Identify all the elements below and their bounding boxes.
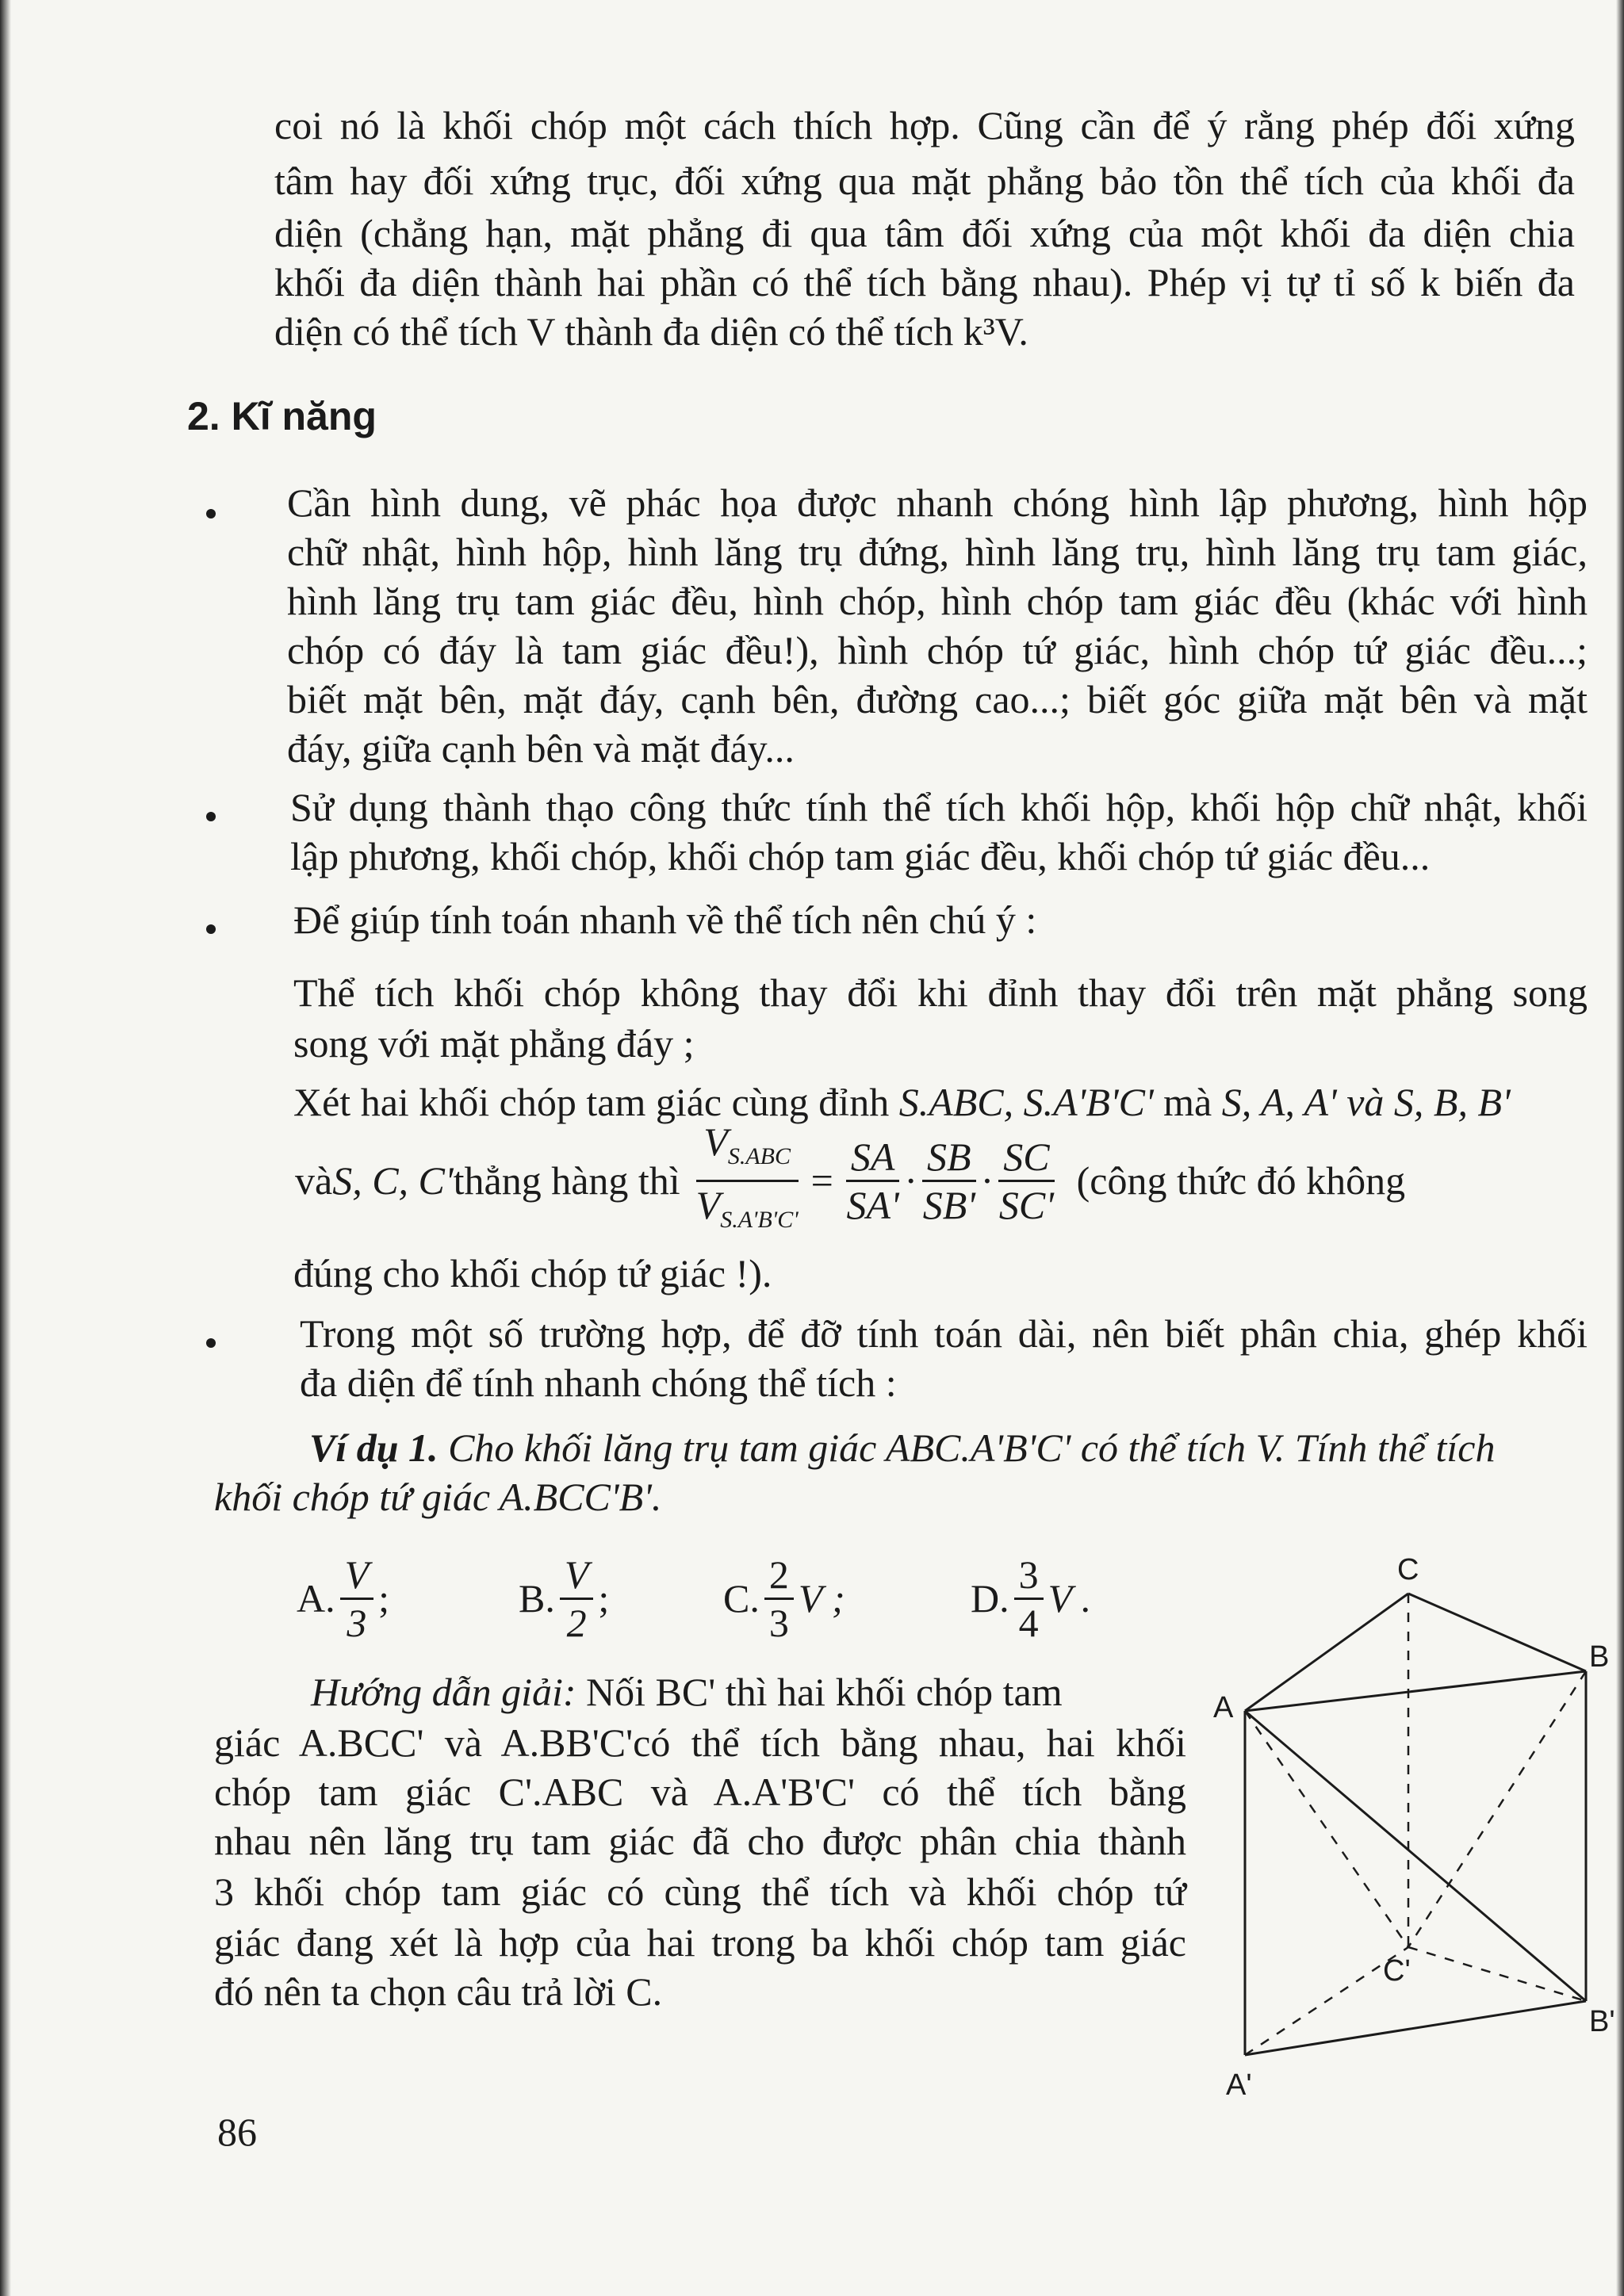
solution-label: Hướng dẫn giải: <box>311 1670 576 1714</box>
equals-sign: = <box>810 1158 833 1203</box>
fraction-denominator: $V_{S.A'B'C'}$ <box>695 1182 799 1233</box>
solution-line: giác đang xét là hợp của hai trong ba khối chóp tam giác <box>214 1920 1186 1965</box>
consider-line <box>293 1078 1588 1126</box>
ratio-formula <box>295 1121 1595 1240</box>
ratio-sc-fraction: $\frac{SC}{SC'}$ <box>998 1134 1054 1227</box>
page-number: 86 <box>217 2110 257 2154</box>
edge-ab-prime <box>1245 1711 1586 2001</box>
volume-ratio-fraction <box>696 1119 799 1243</box>
edge-c-prime-b-prime <box>1408 1947 1586 2001</box>
dot-operator: · <box>904 1158 918 1203</box>
edge-bc-prime <box>1408 1671 1586 1947</box>
example-label: Ví dụ 1. <box>309 1425 439 1470</box>
vertex-label-a-prime: A' <box>1226 2068 1252 2102</box>
intro-line: diện (chẳng hạn, mặt phẳng đi qua tâm đối xứng của một khối đa diện chia <box>274 211 1575 255</box>
example-text: Cho khối lăng trụ tam giác ABC.A'B'C' có thể tích V. Tính thể tích <box>438 1425 1496 1470</box>
vertex-label-b: B <box>1589 1640 1610 1674</box>
solution-line: đó nên ta chọn câu trả lời C. <box>214 1969 663 2014</box>
answer-options <box>297 1543 1153 1654</box>
solution-line: nhau nên lăng trụ tam giác đã cho được phân chia thành <box>214 1819 1186 1863</box>
solution-line: giác A.BCC' và A.BB'C'có thể tích bằng nhau, hai khối <box>214 1720 1186 1765</box>
solution-line: Hướng dẫn giải: Nối BC' thì hai khối chóp tam <box>311 1670 1063 1714</box>
bullet-icon <box>206 924 216 934</box>
bullet-line: Sử dụng thành thạo công thức tính thể tích khối hộp, khối hộp chữ nhật, khối <box>290 785 1588 829</box>
bullet-line: Trong một số trường hợp, để đỡ tính toán dài, nên biết phân chia, ghép khối <box>300 1311 1588 1356</box>
bullet-line: song với mặt phẳng đáy ; <box>293 1021 695 1066</box>
ratio-sb-fraction: $\frac{SB}{SB'}$ <box>922 1134 975 1227</box>
page-edge-shadow-left <box>0 0 11 2296</box>
edge-ca <box>1245 1594 1408 1711</box>
formula-prefix: và <box>295 1158 333 1203</box>
consider-math: S.ABC, S.A'B'C' <box>898 1080 1154 1124</box>
bullet-icon <box>206 509 216 519</box>
bullet-line: Để giúp tính toán nhanh về thể tích nên chú ý : <box>293 897 1037 942</box>
option-fraction: $\frac{3}{4}$ <box>1014 1552 1044 1646</box>
intro-line: diện có thể tích V thành đa diện có thể tích k³V. <box>274 309 1028 354</box>
formula-suffix: (công thức đó không <box>1076 1158 1406 1203</box>
option-fraction: $\frac{2}{3}$ <box>764 1552 794 1646</box>
vertex-label-a: A <box>1213 1691 1234 1724</box>
edge-cb <box>1408 1594 1586 1671</box>
formula-mid: thẳng hàng thì <box>453 1158 680 1203</box>
bullet-line: Cần hình dung, vẽ phác họa được nhanh chóng hình lập phương, hình hộp <box>287 480 1588 525</box>
intro-line: coi nó là khối chóp một cách thích hợp. Cũng cần để ý rằng phép đối xứng <box>274 103 1575 147</box>
edge-ab <box>1245 1671 1586 1711</box>
prism-figure <box>1213 1538 1615 2141</box>
solution-line: chóp tam giác C'.ABC và A.A'B'C' có thể tích bằng <box>214 1770 1186 1814</box>
ratio-sa-fraction: $\frac{SA}{SA'}$ <box>846 1134 899 1227</box>
example-line: khối chóp tứ giác A.BCC'B'. <box>214 1475 662 1519</box>
bullet-line: biết mặt bên, mặt đáy, cạnh bên, đường cao...; biết góc giữa mặt bên và mặt <box>287 677 1588 721</box>
option-c: C. $\frac{2}{3}$ V ; <box>723 1552 845 1645</box>
formula-end: đúng cho khối chóp tứ giác !). <box>293 1251 772 1295</box>
vertex-label-c-prime: C' <box>1383 1954 1411 1988</box>
edge-a-prime-b-prime <box>1245 2001 1586 2055</box>
consider-prefix: Xét hai khối chóp tam giác cùng đỉnh <box>293 1080 899 1124</box>
option-fraction: $\frac{V}{2}$ <box>560 1552 594 1646</box>
vertex-label-c: C <box>1397 1553 1419 1586</box>
option-d: D. $\frac{3}{4}$ V . <box>971 1552 1092 1645</box>
bullet-icon <box>206 812 216 821</box>
page-edge-shadow-right <box>1616 0 1624 2296</box>
formula-math: S, C, C' <box>332 1158 454 1203</box>
bullet-line: Thể tích khối chóp không thay đổi khi đỉnh thay đổi trên mặt phẳng song <box>293 970 1588 1015</box>
option-a: A. $\frac{V}{3}$ ; <box>297 1552 390 1645</box>
bullet-line: đa diện để tính nhanh chóng thể tích : <box>300 1360 897 1405</box>
section-heading: 2. Kĩ năng <box>187 394 377 438</box>
option-b: B. $\frac{V}{2}$ ; <box>519 1552 610 1645</box>
vertex-label-b-prime: B' <box>1589 2005 1615 2038</box>
solution-line: 3 khối chóp tam giác có cùng thể tích và khối chóp tứ <box>214 1869 1186 1914</box>
consider-mid: mà <box>1153 1080 1222 1124</box>
intro-line: khối đa diện thành hai phần có thể tích bằng nhau). Phép vị tự tỉ số k biến đa <box>274 260 1575 304</box>
bullet-icon <box>206 1338 216 1348</box>
fraction-numerator: $V_{S.ABC}$ <box>696 1119 799 1182</box>
bullet-line: chóp có đáy là tam giác đều!), hình chóp tứ giác, hình chóp tứ giác đều...; <box>287 628 1588 672</box>
bullet-line: đáy, giữa cạnh bên và mặt đáy... <box>287 726 795 771</box>
dot-operator: · <box>980 1158 994 1203</box>
bullet-line: chữ nhật, hình hộp, hình lăng trụ đứng, hình lăng trụ, hình lăng trụ tam giác, <box>287 530 1588 574</box>
intro-line: tâm hay đối xứng trục, đối xứng qua mặt phẳng bảo tồn thể tích của khối đa <box>274 159 1575 203</box>
bullet-line: lập phương, khối chóp, khối chóp tam giác đều, khối chóp tứ giác đều... <box>290 834 1431 878</box>
bullet-line: hình lăng trụ tam giác đều, hình chóp, hình chóp tam giác đều (khác với hình <box>287 579 1588 623</box>
example-line <box>309 1424 1495 1471</box>
consider-math: S, A, A' và S, B, B' <box>1221 1080 1511 1124</box>
option-fraction: $\frac{V}{3}$ <box>340 1552 374 1646</box>
